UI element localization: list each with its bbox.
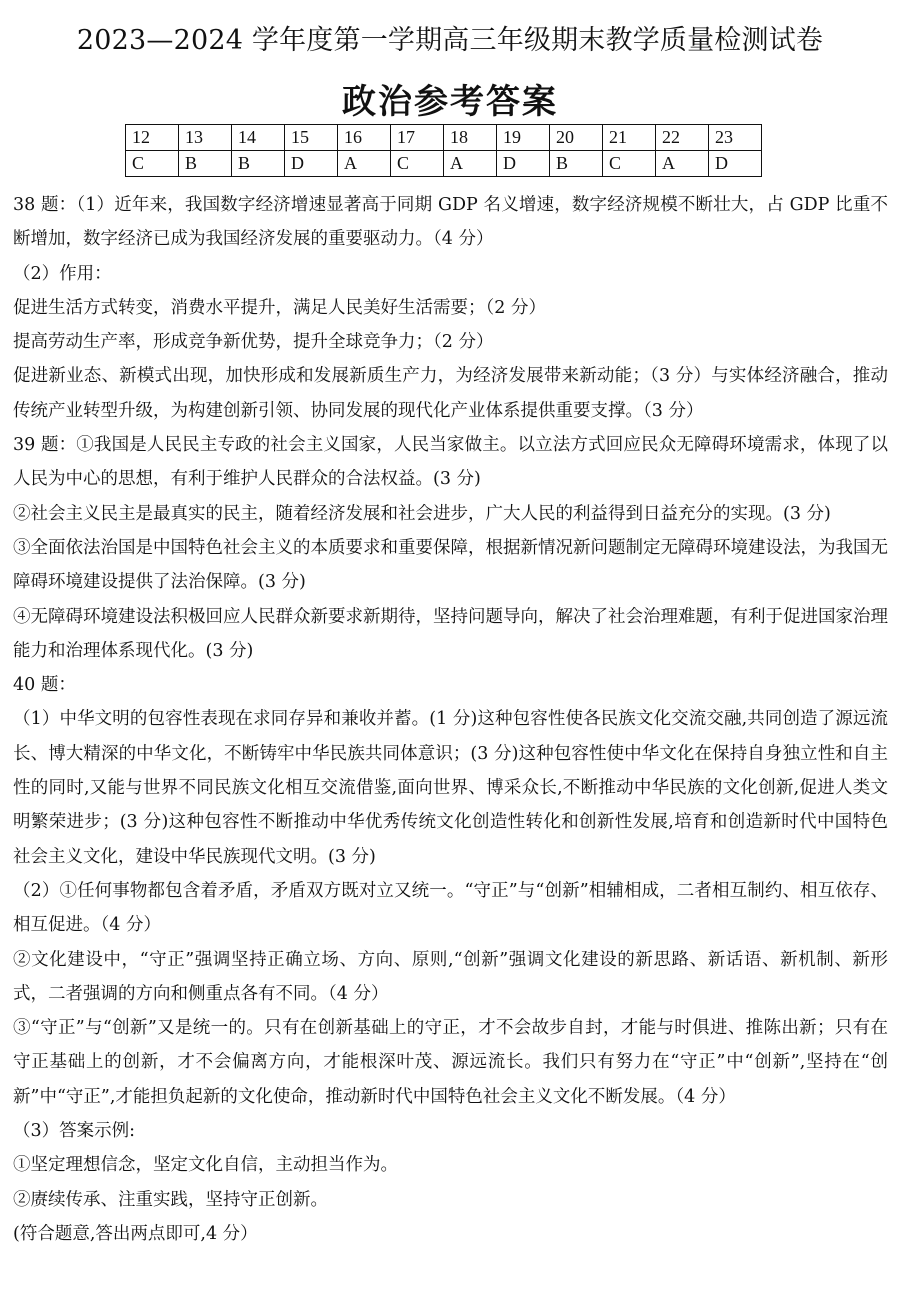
question-number-row <box>126 125 762 151</box>
answer-letter-cell: C <box>126 151 179 177</box>
answer-letter-cell: D <box>497 151 550 177</box>
question-number-cell: 14 <box>232 125 285 151</box>
answer-letter-cell: C <box>391 151 444 177</box>
question-number-cell: 15 <box>285 125 338 151</box>
q38-part2-point: 促进生活方式转变，消费水平提升，满足人民美好生活需要；（2 分） <box>13 297 546 318</box>
q40-part1-paragraph: （1）中华文明的包容性表现在求同存异和兼收并蓄。(1 分)这种包容性使各民族文化交流交融,共同创造了源远流长、博大精深的中华文化，不断铸牢中华民族共同体意识；(3 分)这种包容性使中华文化在保持自身独立性和自主性的同时,又能与世界不同民族文化相互交流借鉴,面向世界、博采众长,不断推动中华民族的文化创新,促进人类文明繁荣进步；(3 分)这种包容性不断推动中华优秀传统文化创造性转化和创新性发展,培育和创造新时代中国特色社会主义文化，建设中华民族现代文明。(3 分) <box>13 709 888 867</box>
question-number-cell: 20 <box>550 125 603 151</box>
q38-part2-heading: （2）作用： <box>13 263 112 284</box>
answer-letter-cell: A <box>338 151 391 177</box>
question-number-cell: 17 <box>391 125 444 151</box>
q40-part3-heading: （3）答案示例: <box>13 1121 136 1142</box>
question-number-cell: 12 <box>126 125 179 151</box>
question-number-cell: 23 <box>709 125 762 151</box>
q40-part2-point: （2）①任何事物都包含着矛盾，矛盾双方既对立又统一。“守正”与“创新”相辅相成，二者相互制约、相互依存、相互促进。（4 分） <box>13 880 888 936</box>
answer-letter-cell: A <box>656 151 709 177</box>
q40-part3-example: ①坚定理想信念，坚定文化自信，主动担当作为。 <box>13 1155 398 1176</box>
q40-part3-example: ②赓续传承、注重实践，坚持守正创新。 <box>13 1189 328 1210</box>
question-number-cell: 16 <box>338 125 391 151</box>
q40-heading: 40 题： <box>13 675 76 696</box>
answer-body <box>13 188 888 1251</box>
question-number-cell: 18 <box>444 125 497 151</box>
q40-part2-point: ③“守正”与“创新”又是统一的。只有在创新基础上的守正，才不会故步自封，才能与时俱进、推陈出新；只有在守正基础上的创新，才不会偏离方向，才能根深叶茂、源远流长。我们只有努力在“守正”中“创新”,坚持在“创新”中“守正”,才能担负起新的文化使命，推动新时代中国特色社会主义文化不断发展。（4 分） <box>13 1018 888 1107</box>
q39-point: ③全面依法治国是中国特色社会主义的本质要求和重要保障，根据新情况新问题制定无障碍环境建设法，为我国无障碍环境建设提供了法治保障。(3 分) <box>13 537 888 593</box>
answer-letter-cell: C <box>603 151 656 177</box>
answer-letter-cell: D <box>285 151 338 177</box>
q40-part2-point: ②文化建设中，“守正”强调坚持正确立场、方向、原则,“创新”强调文化建设的新思路、新话语、新机制、新形式，二者强调的方向和侧重点各有不同。（4 分） <box>13 949 888 1004</box>
answer-letter-cell: B <box>550 151 603 177</box>
answer-letter-row <box>126 151 762 177</box>
q39-point: 39 题：①我国是人民民主专政的社会主义国家，人民当家做主。以立法方式回应民众无障碍环境需求，体现了以人民为中心的思想，有利于维护人民群众的合法权益。(3 分) <box>13 435 888 490</box>
question-number-cell: 22 <box>656 125 709 151</box>
q38-part2-point: 促进新业态、新模式出现，加快形成和发展新质生产力，为经济发展带来新动能；（3 分）与实体经济融合，推动传统产业转型升级，为构建创新引领、协同发展的现代化产业体系提供重要支撑。（3 分） <box>13 366 888 421</box>
answer-letter-cell: D <box>709 151 762 177</box>
answer-letter-cell: A <box>444 151 497 177</box>
q38-part1-paragraph: 38 题：（1）近年来，我国数字经济增速显著高于同期 GDP 名义增速，数字经济规模不断壮大，占 GDP 比重不断增加，数字经济已成为我国经济发展的重要驱动力。（4 分） <box>13 195 888 250</box>
q40-part3-note: (符合题意,答出两点即可,4 分） <box>13 1223 258 1244</box>
answer-letter-cell: B <box>232 151 285 177</box>
question-number-cell: 13 <box>179 125 232 151</box>
question-number-cell: 21 <box>603 125 656 151</box>
multiple-choice-answer-table <box>125 124 762 177</box>
q38-part2-point: 提高劳动生产率，形成竞争新优势，提升全球竞争力；（2 分） <box>13 332 494 353</box>
exam-title: 2023—2024 学年度第一学期高三年级期末教学质量检测试卷 <box>76 25 824 56</box>
answer-letter-cell: B <box>179 151 232 177</box>
q39-point: ④无障碍环境建设法积极回应人民群众新要求新期待，坚持问题导向，解决了社会治理难题，有利于促进国家治理能力和治理体系现代化。(3 分) <box>13 606 888 661</box>
question-number-cell: 19 <box>497 125 550 151</box>
subject-title: 政治参考答案 <box>342 82 558 122</box>
q39-point: ②社会主义民主是最真实的民主，随着经济发展和社会进步，广大人民的利益得到日益充分的实现。(3 分) <box>13 503 831 524</box>
